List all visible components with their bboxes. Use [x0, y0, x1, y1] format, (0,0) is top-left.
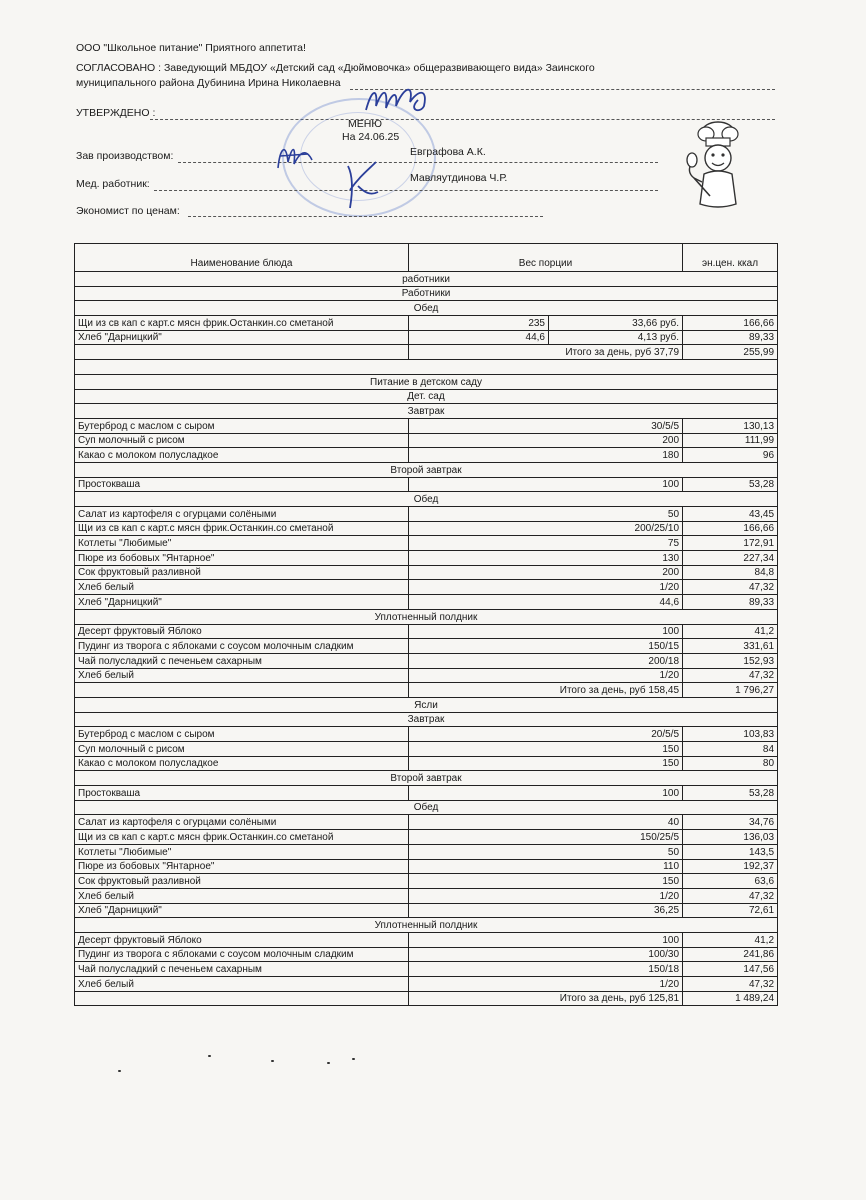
dish-kcal: 96 [683, 448, 778, 463]
dish-name: Какао с молоком полусладкое [75, 448, 409, 463]
dish-name: Хлеб "Дарницкий" [75, 330, 409, 345]
total-row [75, 345, 778, 360]
medic-name: Мавляутдинова Ч.Р. [410, 172, 508, 184]
section-label: работники [75, 272, 778, 287]
table-row [75, 316, 778, 331]
dish-kcal: 84 [683, 742, 778, 757]
section-row [75, 272, 778, 287]
dish-kcal: 41,2 [683, 624, 778, 639]
table-row [75, 653, 778, 668]
dish-name: Суп молочный с рисом [75, 433, 409, 448]
dish-kcal: 84,8 [683, 565, 778, 580]
agreed-line-1: СОГЛАСОВАНО : Заведующий МБДОУ «Детский сад «Дюймовочка» общеразвивающего вида» Заинского [76, 62, 595, 74]
section-label: Ясли [75, 697, 778, 712]
section-row [75, 301, 778, 316]
table-row [75, 786, 778, 801]
dish-kcal: 152,93 [683, 653, 778, 668]
portion-weight: 100 [409, 624, 683, 639]
total-spacer [75, 991, 409, 1006]
table-row [75, 756, 778, 771]
portion-weight: 180 [409, 448, 683, 463]
dish-price: 33,66 руб. [549, 316, 683, 331]
dish-name: Бутерброд с маслом с сыром [75, 727, 409, 742]
menu-table [74, 243, 778, 1006]
table-row [75, 830, 778, 845]
dish-kcal: 53,28 [683, 477, 778, 492]
dish-name: Десерт фруктовый Яблоко [75, 624, 409, 639]
total-kcal: 1 796,27 [683, 683, 778, 698]
portion-weight: 50 [409, 507, 683, 522]
table-row [75, 565, 778, 580]
section-label: Питание в детском саду [75, 374, 778, 389]
column-header-dish: Наименование блюда [75, 244, 409, 272]
portion-weight: 110 [409, 859, 683, 874]
portion-weight: 130 [409, 551, 683, 566]
company-name: ООО "Школьное питание" Приятного аппетита! [76, 42, 306, 54]
portion-weight: 36,25 [409, 903, 683, 918]
signature-head [362, 80, 442, 120]
total-label: Итого за день, руб 125,81 [409, 991, 683, 1006]
production-name: Евграфова А.К. [410, 146, 486, 158]
dish-name: Пюре из бобовых "Янтарное" [75, 859, 409, 874]
table-row [75, 888, 778, 903]
dish-kcal: 111,99 [683, 433, 778, 448]
dish-kcal: 47,32 [683, 888, 778, 903]
portion-weight: 40 [409, 815, 683, 830]
table-row [75, 448, 778, 463]
dish-kcal: 166,66 [683, 316, 778, 331]
approved-label: УТВЕРЖДЕНО : [76, 107, 156, 119]
table-row [75, 962, 778, 977]
signature-medic [340, 156, 390, 212]
dish-name: Чай полусладкий с печеньем сахарным [75, 962, 409, 977]
table-row [75, 536, 778, 551]
dish-name: Щи из св кап с карт.с мясн фрик.Останкин.со сметаной [75, 830, 409, 845]
menu-date: На 24.06.25 [342, 131, 400, 143]
section-row [75, 286, 778, 301]
dish-kcal: 63,6 [683, 874, 778, 889]
table-row [75, 477, 778, 492]
agreed-line-2: муниципального района Дубинина Ирина Николаевна [76, 77, 341, 89]
dish-name: Хлеб "Дарницкий" [75, 595, 409, 610]
dish-kcal: 192,37 [683, 859, 778, 874]
portion-weight: 100 [409, 932, 683, 947]
dish-name: Салат из картофеля с огурцами солёными [75, 815, 409, 830]
dish-kcal: 41,2 [683, 932, 778, 947]
signature-production [272, 138, 322, 174]
dish-kcal: 47,32 [683, 580, 778, 595]
dish-kcal: 89,33 [683, 330, 778, 345]
dish-name: Хлеб белый [75, 668, 409, 683]
portion-weight: 1/20 [409, 580, 683, 595]
table-row [75, 639, 778, 654]
portion-weight: 1/20 [409, 668, 683, 683]
table-row [75, 551, 778, 566]
dish-kcal: 331,61 [683, 639, 778, 654]
portion-weight: 20/5/5 [409, 727, 683, 742]
dish-kcal: 166,66 [683, 521, 778, 536]
section-label: Работники [75, 286, 778, 301]
portion-weight: 30/5/5 [409, 418, 683, 433]
portion-weight: 100/30 [409, 947, 683, 962]
dish-name: Котлеты "Любимые" [75, 844, 409, 859]
portion-weight: 1/20 [409, 977, 683, 992]
table-row [75, 521, 778, 536]
table-row [75, 624, 778, 639]
portion-weight: 200/18 [409, 653, 683, 668]
table-row [75, 742, 778, 757]
dish-kcal: 53,28 [683, 786, 778, 801]
portion-weight: 150/18 [409, 962, 683, 977]
portion-weight: 150/25/5 [409, 830, 683, 845]
portion-weight: 235 [409, 316, 549, 331]
column-header-weight: Вес порции [409, 244, 683, 272]
total-label: Итого за день, руб 158,45 [409, 683, 683, 698]
section-label: Завтрак [75, 404, 778, 419]
dish-kcal: 80 [683, 756, 778, 771]
total-kcal: 255,99 [683, 345, 778, 360]
dish-name: Чай полусладкий с печеньем сахарным [75, 653, 409, 668]
dish-name: Сок фруктовый разливной [75, 874, 409, 889]
portion-weight: 1/20 [409, 888, 683, 903]
dish-name: Суп молочный с рисом [75, 742, 409, 757]
section-label: Второй завтрак [75, 771, 778, 786]
dish-kcal: 143,5 [683, 844, 778, 859]
table-row [75, 932, 778, 947]
section-label: Второй завтрак [75, 462, 778, 477]
dish-kcal: 147,56 [683, 962, 778, 977]
portion-weight: 200 [409, 433, 683, 448]
dish-name: Какао с молоком полусладкое [75, 756, 409, 771]
portion-weight: 75 [409, 536, 683, 551]
portion-weight: 200 [409, 565, 683, 580]
dish-name: Щи из св кап с карт.с мясн фрик.Останкин.со сметаной [75, 316, 409, 331]
blank-cell [75, 360, 778, 375]
total-spacer [75, 683, 409, 698]
section-row [75, 389, 778, 404]
portion-weight: 44,6 [409, 595, 683, 610]
table-row [75, 330, 778, 345]
dish-name: Хлеб "Дарницкий" [75, 903, 409, 918]
column-header-kcal: эн.цен. ккал [683, 244, 778, 272]
section-row [75, 404, 778, 419]
table-row [75, 874, 778, 889]
dish-name: Пудинг из творога с яблоками с соусом молочным сладким [75, 639, 409, 654]
dish-name: Пудинг из творога с яблоками с соусом молочным сладким [75, 947, 409, 962]
section-label: Обед [75, 301, 778, 316]
dish-name: Хлеб белый [75, 888, 409, 903]
section-row [75, 609, 778, 624]
dish-kcal: 47,32 [683, 668, 778, 683]
blank-row [75, 360, 778, 375]
dish-price: 4,13 руб. [549, 330, 683, 345]
section-label: Обед [75, 492, 778, 507]
portion-weight: 100 [409, 477, 683, 492]
portion-weight: 150/15 [409, 639, 683, 654]
section-row [75, 800, 778, 815]
dish-kcal: 72,61 [683, 903, 778, 918]
dish-name: Хлеб белый [75, 977, 409, 992]
table-row [75, 844, 778, 859]
table-row [75, 507, 778, 522]
dish-name: Щи из св кап с карт.с мясн фрик.Останкин.со сметаной [75, 521, 409, 536]
dish-name: Бутерброд с маслом с сыром [75, 418, 409, 433]
total-row [75, 991, 778, 1006]
table-row [75, 815, 778, 830]
section-row [75, 771, 778, 786]
table-row [75, 903, 778, 918]
table-row [75, 580, 778, 595]
economist-label: Экономист по ценам: [76, 205, 180, 217]
table-row [75, 977, 778, 992]
dish-name: Простокваша [75, 786, 409, 801]
total-kcal: 1 489,24 [683, 991, 778, 1006]
dish-kcal: 172,91 [683, 536, 778, 551]
table-row [75, 727, 778, 742]
total-label: Итого за день, руб 37,79 [409, 345, 683, 360]
total-row [75, 683, 778, 698]
section-label: Обед [75, 800, 778, 815]
section-row [75, 492, 778, 507]
dish-name: Десерт фруктовый Яблоко [75, 932, 409, 947]
portion-weight: 50 [409, 844, 683, 859]
medic-label: Мед. работник: [76, 178, 150, 190]
dish-kcal: 103,83 [683, 727, 778, 742]
portion-weight: 150 [409, 742, 683, 757]
section-label: Уплотненный полдник [75, 609, 778, 624]
table-row [75, 859, 778, 874]
dish-kcal: 34,76 [683, 815, 778, 830]
production-label: Зав производством: [76, 150, 174, 162]
table-header-row [75, 244, 778, 272]
dish-kcal: 130,13 [683, 418, 778, 433]
section-row [75, 462, 778, 477]
dish-name: Хлеб белый [75, 580, 409, 595]
portion-weight: 150 [409, 756, 683, 771]
dish-kcal: 47,32 [683, 977, 778, 992]
dish-name: Пюре из бобовых "Янтарное" [75, 551, 409, 566]
portion-weight: 200/25/10 [409, 521, 683, 536]
section-row [75, 697, 778, 712]
dish-name: Простокваша [75, 477, 409, 492]
section-label: Уплотненный полдник [75, 918, 778, 933]
menu-title: МЕНЮ [348, 118, 382, 130]
portion-weight: 150 [409, 874, 683, 889]
table-row [75, 418, 778, 433]
section-row [75, 712, 778, 727]
dish-name: Котлеты "Любимые" [75, 536, 409, 551]
dish-kcal: 227,34 [683, 551, 778, 566]
portion-weight: 44,6 [409, 330, 549, 345]
table-row [75, 433, 778, 448]
dish-kcal: 43,45 [683, 507, 778, 522]
dish-kcal: 241,86 [683, 947, 778, 962]
dish-kcal: 89,33 [683, 595, 778, 610]
chef-cook-icon [680, 118, 752, 210]
section-label: Дет. сад [75, 389, 778, 404]
dish-kcal: 136,03 [683, 830, 778, 845]
table-row [75, 668, 778, 683]
dish-name: Сок фруктовый разливной [75, 565, 409, 580]
portion-weight: 100 [409, 786, 683, 801]
table-row [75, 595, 778, 610]
section-row [75, 918, 778, 933]
total-spacer [75, 345, 409, 360]
table-row [75, 947, 778, 962]
section-label: Завтрак [75, 712, 778, 727]
dish-name: Салат из картофеля с огурцами солёными [75, 507, 409, 522]
section-row [75, 374, 778, 389]
